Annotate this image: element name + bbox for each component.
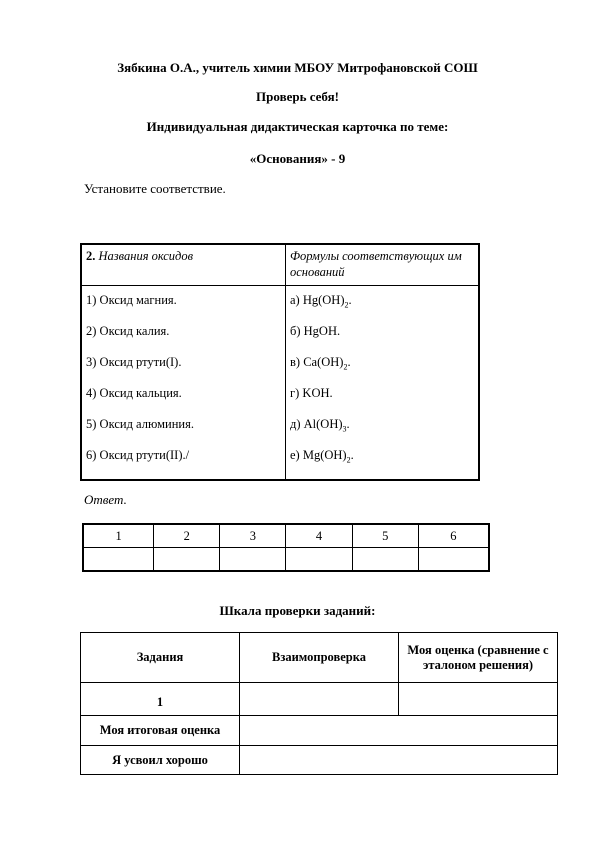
instruction-text: Установите соответствие. xyxy=(84,181,226,196)
formulas-header-cell xyxy=(286,244,480,286)
scale-table xyxy=(80,632,558,775)
final-grade-cell[interactable] xyxy=(240,716,558,746)
author-line: Зябкина О.А., учитель химии МБОУ Митрофановской СОШ xyxy=(117,60,478,75)
answer-cell[interactable] xyxy=(154,548,220,572)
header-tasks: Задания xyxy=(81,633,240,683)
formulas-header: Формулы соответствующих им оснований xyxy=(290,249,462,279)
oxides-cell xyxy=(81,286,286,481)
oxides-header: Названия оксидов xyxy=(98,249,194,263)
task-number: 2. xyxy=(86,249,96,263)
formula-item: б) HgOH. xyxy=(290,324,341,338)
matching-table xyxy=(80,243,480,481)
formula-item: в) $Ca(OH)_2$. xyxy=(290,355,351,372)
answer-cell[interactable] xyxy=(418,548,489,572)
answer-number: 5 xyxy=(352,524,418,548)
answer-table xyxy=(82,523,490,572)
answer-number: 2 xyxy=(154,524,220,548)
answer-number: 6 xyxy=(418,524,489,548)
formula-item: г) KOH. xyxy=(290,386,333,400)
formula-item: д) $Al(OH)_3$. xyxy=(290,417,350,434)
answer-cell[interactable] xyxy=(286,548,352,572)
learned-well-label: Я усвоил хорошо xyxy=(81,746,240,775)
oxide-item: 1) Оксид магния. xyxy=(86,293,177,307)
check-title: Проверь себя! xyxy=(256,89,339,104)
topic-title: «Основания» - 9 xyxy=(249,151,346,166)
answer-number: 1 xyxy=(83,524,154,548)
formulas-cell xyxy=(286,286,480,481)
task-row-number: 1 xyxy=(81,683,240,716)
oxides-header-cell xyxy=(81,244,286,286)
header-self-grade: Моя оценка (сравнение с эталоном решения) xyxy=(399,633,558,683)
learned-well-cell[interactable] xyxy=(240,746,558,775)
card-title: Индивидуальная дидактическая карточка по теме: xyxy=(146,119,449,134)
answer-cell[interactable] xyxy=(352,548,418,572)
answer-cell[interactable] xyxy=(220,548,286,572)
formula-item: а) $Hg(OH)_2$. xyxy=(290,293,352,310)
oxide-item: 4) Оксид кальция. xyxy=(86,386,182,400)
oxide-item: 6) Оксид ртути(II)./ xyxy=(86,448,190,462)
peer-check-cell[interactable] xyxy=(240,683,399,716)
oxide-item: 3) Оксид ртути(I). xyxy=(86,355,182,369)
self-grade-cell[interactable] xyxy=(399,683,558,716)
answer-number: 4 xyxy=(286,524,352,548)
scale-title: Шкала проверки заданий: xyxy=(219,603,376,618)
formula-item: е) $Mg(OH)_2$. xyxy=(290,448,354,465)
answer-label: Ответ. xyxy=(84,492,127,507)
header-peer-check: Взаимопроверка xyxy=(240,633,399,683)
oxide-item: 2) Оксид калия. xyxy=(86,324,170,338)
answer-cell[interactable] xyxy=(83,548,154,572)
final-grade-label: Моя итоговая оценка xyxy=(81,716,240,746)
oxide-item: 5) Оксид алюминия. xyxy=(86,417,194,431)
answer-number: 3 xyxy=(220,524,286,548)
